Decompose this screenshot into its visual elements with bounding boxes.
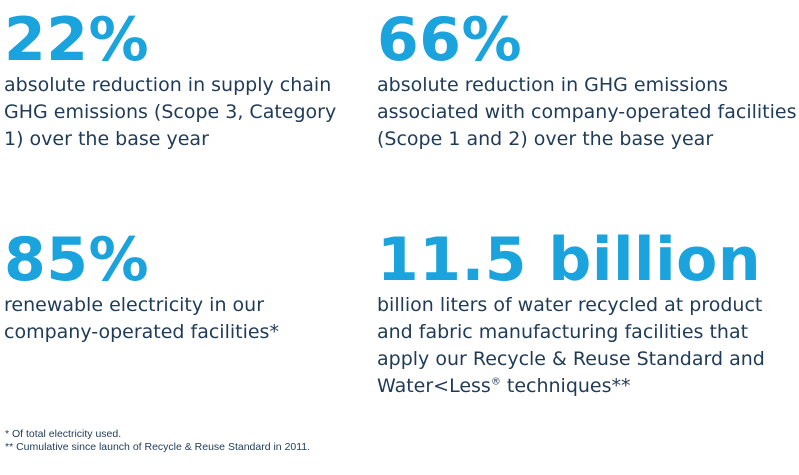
stat-value: 22%: [4, 5, 150, 75]
stat-description: absolute reduction in supply chain GHG emissions (Scope 3, Category 1) over the base year: [4, 74, 337, 150]
stat-description: [377, 292, 797, 400]
registered-mark: ®: [490, 376, 501, 388]
footnotes: [5, 428, 310, 454]
stat-description: renewable electricity in our company-operated facilities*: [4, 294, 279, 343]
stat-value: 11.5 billion: [377, 225, 762, 295]
stat-renewable-electricity: [4, 225, 344, 346]
stat-value: 85%: [4, 225, 150, 295]
stat-description-text: billion liters of water recycled at product and fabric manufacturing facilities that apply our Recycle & Reuse Standard and Water<Less: [377, 294, 765, 397]
stat-description-suffix: techniques**: [500, 375, 631, 397]
footnote-cumulative: ** Cumulative since launch of Recycle & Reuse Standard in 2011.: [5, 441, 311, 453]
stat-facilities-reduction: [377, 5, 797, 153]
footnote-electricity: * Of total electricity used.: [5, 428, 122, 440]
stat-value: 66%: [377, 5, 523, 75]
stat-description: absolute reduction in GHG emissions associated with company-operated facilities (Scope 1 and 2) over the base year: [377, 74, 797, 150]
stat-supply-chain-reduction: [4, 5, 344, 153]
stat-water-recycled: [377, 225, 797, 400]
